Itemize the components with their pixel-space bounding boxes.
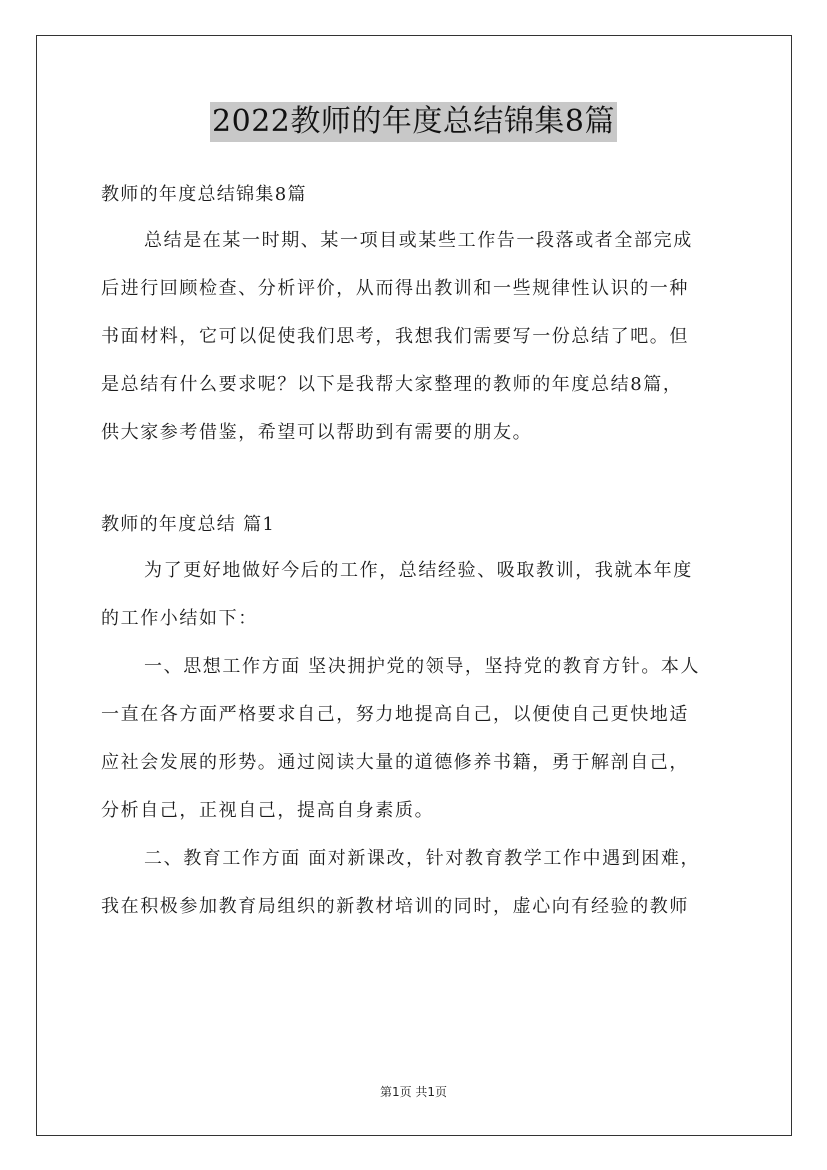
title-area: [0, 102, 827, 142]
page-number: 第1页 共1页: [379, 1085, 448, 1099]
body-line: 为了更好地做好今后的工作，总结经验、吸取教训，我就本年度: [144, 560, 693, 581]
intro-line: 书面材料，它可以促使我们思考，我想我们需要写一份总结了吧。但: [101, 326, 689, 347]
body-line: 分析自己，正视自己，提高自身素质。: [101, 800, 435, 821]
document-subtitle: 教师的年度总结锦集8篇: [101, 184, 307, 205]
paragraph-gap: [101, 457, 741, 502]
intro-line: 供大家参考借鉴，希望可以帮助到有需要的朋友。: [101, 422, 533, 443]
document-body: [101, 172, 741, 931]
body-line: 一直在各方面严格要求自己，努力地提高自己，以便使自己更快地适: [101, 704, 689, 725]
document-title: 2022教师的年度总结锦集8篇: [210, 102, 617, 142]
body-line: 我在积极参加教育局组织的新教材培训的同时，虚心向有经验的教师: [101, 896, 689, 917]
body-line: 一、思想工作方面 坚决拥护党的领导，坚持党的教育方针。本人: [144, 656, 701, 677]
section-heading: 教师的年度总结 篇1: [101, 514, 276, 535]
body-line: 的工作小结如下：: [101, 608, 258, 629]
intro-line: 是总结有什么要求呢？以下是我帮大家整理的教师的年度总结8篇，: [101, 374, 683, 395]
body-line: 二、教育工作方面 面对新课改，针对教育教学工作中遇到困难，: [144, 848, 701, 869]
body-line: 应社会发展的形势。通过阅读大量的道德修养书籍，勇于解剖自己，: [101, 752, 689, 773]
intro-line: 总结是在某一时期、某一项目或某些工作告一段落或者全部完成: [144, 230, 693, 251]
intro-line: 后进行回顾检查、分析评价，从而得出教训和一些规律性认识的一种: [101, 278, 689, 299]
